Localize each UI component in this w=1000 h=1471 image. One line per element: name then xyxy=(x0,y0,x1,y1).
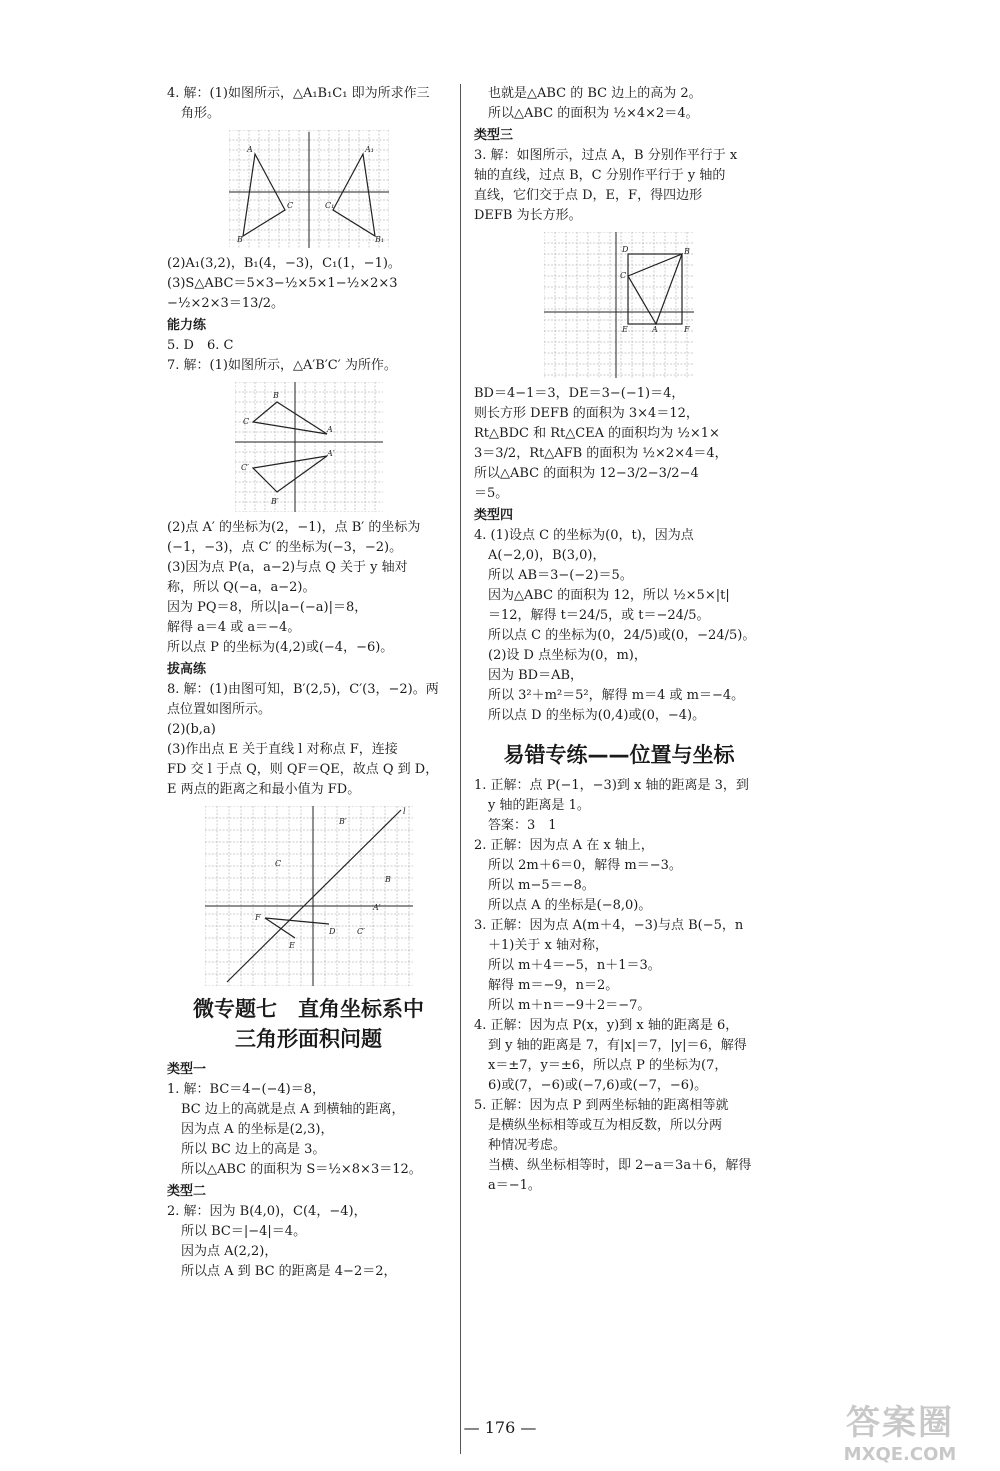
err-line-21: a＝−1。 xyxy=(488,1178,541,1193)
svg-text:A′: A′ xyxy=(372,903,381,912)
err-line-3: 答案：3 1 xyxy=(488,818,557,833)
watermark-line-2: MXQE.COM xyxy=(843,1444,957,1465)
svg-text:A: A xyxy=(246,145,253,154)
type2-cont-2: 所以△ABC 的面积为 ½×4×2＝4。 xyxy=(488,106,699,121)
figure-q8-grid xyxy=(205,806,413,986)
q7-line: 7. 解：(1)如图所示，△A′B′C′ 为所作。 xyxy=(167,358,397,373)
type4-line-1: 4. (1)设点 C 的坐标为(0，t)，因为点 xyxy=(474,528,694,543)
svg-text:D: D xyxy=(328,927,335,936)
q8-line-2: 点位置如图所示。 xyxy=(167,702,272,717)
q8-line-1: 8. 解：(1)由图可知，B′(2,5)，C′(3，−2)。两 xyxy=(167,682,439,697)
svg-text:A: A xyxy=(652,325,658,334)
svg-text:C: C xyxy=(242,417,249,426)
q8-line-3: (2)(b,a) xyxy=(167,722,216,737)
type4-line-7: (2)设 D 点坐标为(0，m)， xyxy=(488,648,647,663)
type3-after-6: ＝5。 xyxy=(474,486,509,501)
q7-answer-5: 因为 PQ＝8，所以|a−(−a)|＝8， xyxy=(167,600,368,615)
q5-6-answers: 5. D 6. C xyxy=(167,338,234,353)
type1-line-1: 1. 解：BC＝4−(−4)＝8， xyxy=(167,1082,326,1097)
svg-text:A₁: A₁ xyxy=(364,145,374,154)
svg-text:E: E xyxy=(622,325,628,334)
q7-answer-3: (3)因为点 P(a，a−2)与点 Q 关于 y 轴对 xyxy=(167,560,408,575)
type4-line-10: 所以点 D 的坐标为(0,4)或(0，−4)。 xyxy=(488,708,706,723)
q7-answer-4: 称，所以 Q(−a，a−2)。 xyxy=(167,580,316,595)
svg-text:B: B xyxy=(236,235,243,244)
svg-text:B: B xyxy=(684,247,690,256)
type1-title: 类型一 xyxy=(167,1062,207,1077)
svg-text:C′: C′ xyxy=(356,927,365,936)
q7-answer-6: 解得 a＝4 或 a＝−4。 xyxy=(167,620,301,635)
err-line-10: 所以 m＋4＝−5，n＋1＝3。 xyxy=(488,958,661,973)
type4-line-2: A(−2,0)，B(3,0)， xyxy=(488,548,606,563)
err-line-15: x＝±7，y＝±6，所以点 P 的坐标为(7， xyxy=(488,1058,728,1073)
column-divider xyxy=(460,84,461,1454)
type3-after-4: 3＝3/2，Rt△AFB 的面积为 ½×2×4＝4， xyxy=(474,446,728,461)
svg-text:C₁: C₁ xyxy=(324,201,334,210)
err-line-18: 是横纵坐标相等或互为相反数，所以分两 xyxy=(488,1118,723,1133)
q8-line-5: FD 交 l 于点 Q，则 QF＝QE，故点 Q 到 D， xyxy=(167,762,439,777)
err-line-11: 解得 m＝−9，n＝2。 xyxy=(488,978,619,993)
err-line-4: 2. 正解：因为点 A 在 x 轴上， xyxy=(474,838,654,853)
type3-title: 类型三 xyxy=(474,128,514,143)
figure-q7-grid xyxy=(235,382,383,512)
right-column xyxy=(474,84,764,1196)
error-section-title: 易错专练——位置与坐标 xyxy=(503,743,735,767)
type3-after-2: 则长方形 DEFB 的面积为 3×4＝12， xyxy=(474,406,699,421)
svg-text:D: D xyxy=(622,245,629,254)
type2-cont-1: 也就是△ABC 的 BC 边上的高为 2。 xyxy=(488,86,702,101)
advance-title: 拔高练 xyxy=(167,662,207,677)
svg-text:C′: C′ xyxy=(240,463,249,472)
watermark-line-1: 答案圈 xyxy=(846,1403,954,1443)
svg-text:F: F xyxy=(254,913,261,922)
q4-answer-3b: −½×2×3＝13/2。 xyxy=(167,296,285,311)
err-line-13: 4. 正解：因为点 P(x，y)到 x 轴的距离是 6， xyxy=(474,1018,739,1033)
page-number: — 176 — xyxy=(463,1418,537,1437)
err-line-8: 3. 正解：因为点 A(m＋4，−3)与点 B(−5，n xyxy=(474,918,744,933)
type3-line-2: 轴的直线，过点 B，C 分别作平行于 y 轴的 xyxy=(474,168,726,183)
type2-line-2: 所以 BC＝|−4|＝4。 xyxy=(181,1224,307,1239)
topic-title-line-1: 微专题七 直角坐标系中 xyxy=(193,997,424,1021)
err-line-19: 种情况考虑。 xyxy=(488,1138,567,1153)
err-line-7: 所以点 A 的坐标是(−8,0)。 xyxy=(488,898,652,913)
type1-line-4: 所以 BC 边上的高是 3。 xyxy=(181,1142,326,1157)
type1-line-2: BC 边上的高就是点 A 到横轴的距离， xyxy=(181,1102,405,1117)
type2-title: 类型二 xyxy=(167,1184,207,1199)
svg-text:C: C xyxy=(286,201,293,210)
err-line-14: 到 y 轴的距离是 7，有|x|＝7，|y|＝6，解得 xyxy=(488,1038,747,1053)
svg-text:A: A xyxy=(326,425,333,434)
type4-line-4: 因为△ABC 的面积为 12，所以 ½×5×|t| xyxy=(488,588,730,603)
type3-line-3: 直线，它们交于点 D，E，F，得四边形 xyxy=(474,188,703,203)
figure-type3-grid xyxy=(544,232,694,378)
q4-line-2: 角形。 xyxy=(181,106,221,121)
svg-text:B′: B′ xyxy=(338,817,347,826)
err-line-2: y 轴的距离是 1。 xyxy=(488,798,590,813)
svg-text:F: F xyxy=(684,325,690,334)
type4-title: 类型四 xyxy=(474,508,514,523)
topic-title xyxy=(167,994,450,1054)
type2-line-3: 因为点 A(2,2)， xyxy=(181,1244,278,1259)
q4-answer-3a: (3)S△ABC＝5×3−½×5×1−½×2×3 xyxy=(167,276,398,291)
type3-after-1: BD＝4−1＝3，DE＝3−(−1)＝4， xyxy=(474,386,685,401)
type4-line-8: 因为 BD＝AB， xyxy=(488,668,584,683)
watermark-logo xyxy=(810,1395,990,1465)
type3-after-3: Rt△BDC 和 Rt△CEA 的面积均为 ½×1× xyxy=(474,426,720,441)
svg-text:B′: B′ xyxy=(270,497,279,506)
q7-answer-7: 所以点 P 的坐标为(4,2)或(−4，−6)。 xyxy=(167,640,394,655)
q7-answer-1: (2)点 A′ 的坐标为(2，−1)，点 B′ 的坐标为 xyxy=(167,520,421,535)
type4-line-5: ＝12，解得 t＝24/5，或 t＝−24/5。 xyxy=(488,608,710,623)
q4-answer-2: (2)A₁(3,2)，B₁(4，−3)，C₁(1，−1)。 xyxy=(167,256,401,271)
type1-line-5: 所以△ABC 的面积为 S＝½×8×3＝12。 xyxy=(181,1162,422,1177)
type4-line-9: 所以 3²＋m²＝5²，解得 m＝4 或 m＝−4。 xyxy=(488,688,745,703)
err-line-20: 当横、纵坐标相等时，即 2−a＝3a＋6，解得 xyxy=(488,1158,752,1173)
err-line-16: 6)或(7，−6)或(−7,6)或(−7，−6)。 xyxy=(488,1078,708,1093)
svg-text:A′: A′ xyxy=(326,449,335,458)
err-line-12: 所以 m＋n＝−9＋2＝−7。 xyxy=(488,998,651,1013)
err-line-6: 所以 m−5＝−8。 xyxy=(488,878,595,893)
type3-line-1: 3. 解：如图所示，过点 A，B 分别作平行于 x xyxy=(474,148,738,163)
err-line-1: 1. 正解：点 P(−1，−3)到 x 轴的距离是 3，到 xyxy=(474,778,749,793)
q8-line-6: E 两点的距离之和最小值为 FD。 xyxy=(167,782,361,797)
figure-q4-grid xyxy=(229,130,389,248)
q8-line-4: (3)作出点 E 关于直线 l 对称点 F，连接 xyxy=(167,742,398,757)
type4-line-6: 所以点 C 的坐标为(0，24/5)或(0，−24/5)。 xyxy=(488,628,756,643)
type3-after-5: 所以△ABC 的面积为 12−3/2−3/2−4 xyxy=(474,466,699,481)
svg-text:B₁: B₁ xyxy=(374,235,384,244)
err-line-9: ＋1)关于 x 轴对称， xyxy=(488,938,608,953)
svg-text:B: B xyxy=(272,391,279,400)
topic-title-line-2: 三角形面积问题 xyxy=(235,1027,382,1051)
type1-line-3: 因为点 A 的坐标是(2,3)， xyxy=(181,1122,334,1137)
svg-text:C: C xyxy=(620,271,627,280)
svg-text:B: B xyxy=(384,875,391,884)
q4-line-1: 4. 解：(1)如图所示，△A₁B₁C₁ 即为所求作三 xyxy=(167,86,430,101)
svg-text:C: C xyxy=(274,859,281,868)
type2-line-1: 2. 解：因为 B(4,0)，C(4，−4)， xyxy=(167,1204,367,1219)
type4-line-3: 所以 AB＝3−(−2)＝5。 xyxy=(488,568,633,583)
left-column xyxy=(167,84,450,1282)
type2-line-4: 所以点 A 到 BC 的距离是 4−2＝2， xyxy=(181,1264,397,1279)
q7-answer-2: (−1，−3)，点 C′ 的坐标为(−3，−2)。 xyxy=(167,540,403,555)
type3-line-4: DEFB 为长方形。 xyxy=(474,208,582,223)
err-line-5: 所以 2m＋6＝0，解得 m＝−3。 xyxy=(488,858,682,873)
err-line-17: 5. 正解：因为点 P 到两坐标轴的距离相等就 xyxy=(474,1098,729,1113)
svg-text:l: l xyxy=(402,807,406,816)
ability-title: 能力练 xyxy=(167,318,207,333)
svg-text:E: E xyxy=(288,941,295,950)
